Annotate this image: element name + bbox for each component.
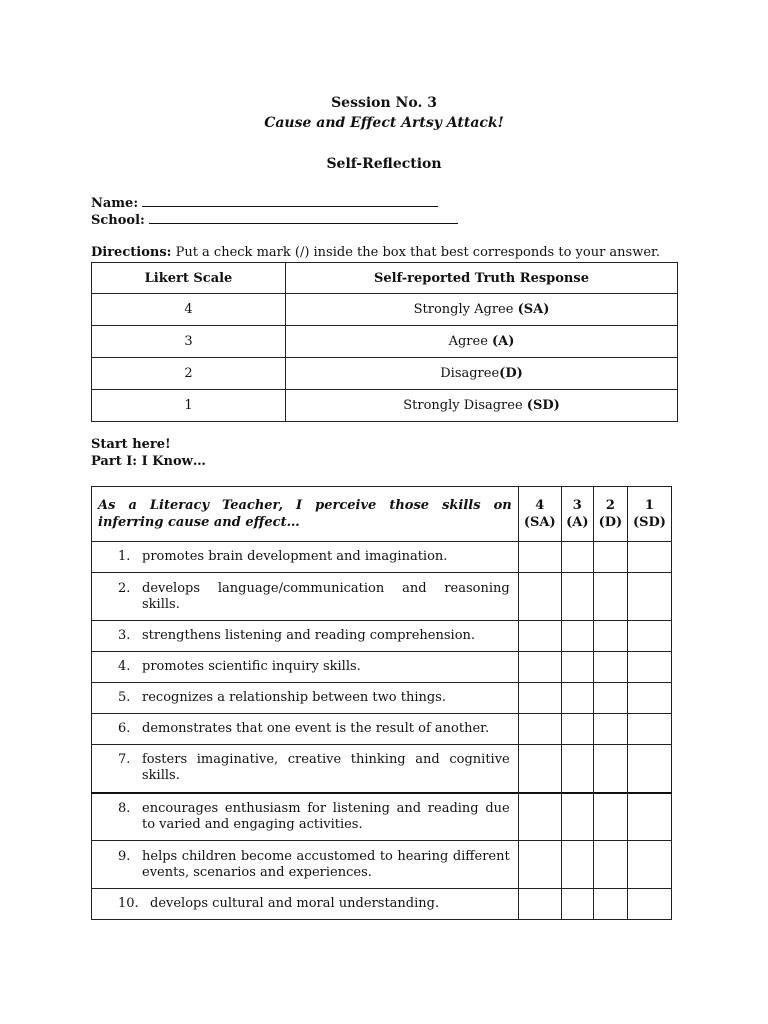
item-text: develops cultural and moral understanding. bbox=[150, 896, 440, 911]
session-number: Session No. 3 bbox=[331, 95, 437, 111]
item-text: develops language/communication and reasoning skills. bbox=[142, 580, 510, 612]
survey-header-row bbox=[92, 487, 672, 542]
item-number: 10. bbox=[118, 896, 139, 911]
checkbox-d[interactable] bbox=[593, 889, 627, 920]
item-number: 7. bbox=[118, 752, 131, 768]
item-text: promotes scientific inquiry skills. bbox=[142, 659, 361, 674]
checkbox-a[interactable] bbox=[561, 793, 593, 841]
scale-abbr: (A) bbox=[566, 515, 589, 530]
survey-item-row bbox=[92, 793, 672, 841]
survey-item bbox=[92, 889, 519, 920]
start-here-label: Start here! bbox=[91, 437, 171, 452]
survey-item bbox=[92, 542, 519, 573]
start-section bbox=[91, 436, 206, 470]
item-number: 3. bbox=[118, 628, 131, 643]
checkbox-sd[interactable] bbox=[627, 683, 671, 714]
survey-item-row bbox=[92, 683, 672, 714]
likert-response-text: Strongly Agree bbox=[413, 302, 518, 317]
directions-label: Directions: bbox=[91, 245, 172, 260]
part-one-heading: Part I: I Know… bbox=[91, 454, 206, 469]
checkbox-sa[interactable] bbox=[518, 683, 561, 714]
checkbox-sd[interactable] bbox=[627, 714, 671, 745]
scale-number: 2 bbox=[605, 498, 615, 513]
likert-response bbox=[286, 390, 678, 422]
item-number: 4. bbox=[118, 659, 131, 674]
checkbox-sd[interactable] bbox=[627, 621, 671, 652]
survey-item-row bbox=[92, 621, 672, 652]
scale-number: 1 bbox=[644, 498, 654, 513]
survey-prompt: As a Literacy Teacher, I perceive those skills on inferring cause and effect… bbox=[92, 487, 519, 542]
survey-item bbox=[92, 652, 519, 683]
survey-item-row bbox=[92, 573, 672, 621]
checkbox-sd[interactable] bbox=[627, 745, 671, 793]
survey-item bbox=[92, 621, 519, 652]
item-text: helps children become accustomed to hearing different events, scenarios and experiences. bbox=[142, 848, 510, 880]
checkbox-a[interactable] bbox=[561, 683, 593, 714]
scale-header-a bbox=[561, 487, 593, 542]
checkbox-a[interactable] bbox=[561, 621, 593, 652]
survey-item bbox=[92, 841, 519, 889]
scale-header-sd bbox=[627, 487, 671, 542]
scale-abbr: (SD) bbox=[632, 515, 666, 530]
school-label: School: bbox=[91, 213, 145, 228]
likert-scale-value: 2 bbox=[92, 358, 286, 390]
likert-row bbox=[92, 326, 678, 358]
survey-item bbox=[92, 714, 519, 745]
checkbox-sd[interactable] bbox=[627, 573, 671, 621]
item-text: fosters imaginative, creative thinking and cognitive skills. bbox=[142, 752, 510, 784]
checkbox-d[interactable] bbox=[593, 714, 627, 745]
item-text: recognizes a relationship between two things. bbox=[142, 690, 446, 705]
likert-scale-value: 3 bbox=[92, 326, 286, 358]
name-input-line[interactable] bbox=[142, 195, 438, 207]
likert-response-abbr: (SD) bbox=[526, 398, 560, 413]
checkbox-sa[interactable] bbox=[518, 573, 561, 621]
item-text: encourages enthusiasm for listening and reading due to varied and engaging activities. bbox=[142, 800, 510, 832]
checkbox-a[interactable] bbox=[561, 714, 593, 745]
checkbox-sd[interactable] bbox=[627, 793, 671, 841]
likert-row bbox=[92, 390, 678, 422]
scale-abbr: (D) bbox=[598, 515, 623, 530]
checkbox-sa[interactable] bbox=[518, 793, 561, 841]
survey-item-row bbox=[92, 542, 672, 573]
checkbox-a[interactable] bbox=[561, 745, 593, 793]
likert-response-abbr: (A) bbox=[492, 334, 515, 349]
likert-response bbox=[286, 326, 678, 358]
checkbox-sa[interactable] bbox=[518, 841, 561, 889]
checkbox-d[interactable] bbox=[593, 841, 627, 889]
scale-header-sa bbox=[518, 487, 561, 542]
checkbox-sd[interactable] bbox=[627, 889, 671, 920]
likert-scale-header: Likert Scale bbox=[92, 263, 286, 294]
checkbox-sd[interactable] bbox=[627, 652, 671, 683]
item-number: 5. bbox=[118, 690, 131, 705]
checkbox-sa[interactable] bbox=[518, 621, 561, 652]
survey-item-row bbox=[92, 841, 672, 889]
checkbox-sa[interactable] bbox=[518, 745, 561, 793]
likert-response-text: Strongly Disagree bbox=[403, 398, 527, 413]
checkbox-d[interactable] bbox=[593, 745, 627, 793]
item-number: 2. bbox=[118, 580, 131, 596]
survey-item-row bbox=[92, 652, 672, 683]
scale-abbr: (SA) bbox=[523, 515, 556, 530]
checkbox-d[interactable] bbox=[593, 652, 627, 683]
directions-text: Put a check mark (/) inside the box that best corresponds to your answer. bbox=[171, 245, 660, 260]
item-number: 9. bbox=[118, 848, 131, 864]
item-text: strengthens listening and reading comprehension. bbox=[142, 628, 476, 643]
session-subtitle: Cause and Effect Artsy Attack! bbox=[264, 115, 504, 131]
checkbox-a[interactable] bbox=[561, 573, 593, 621]
likert-row bbox=[92, 294, 678, 326]
scale-number: 4 bbox=[535, 498, 545, 513]
checkbox-sa[interactable] bbox=[518, 714, 561, 745]
checkbox-a[interactable] bbox=[561, 542, 593, 573]
self-reflection-table bbox=[91, 486, 672, 920]
item-number: 1. bbox=[118, 549, 131, 564]
survey-item bbox=[92, 683, 519, 714]
survey-item bbox=[92, 793, 519, 841]
checkbox-d[interactable] bbox=[593, 683, 627, 714]
likert-scale-table bbox=[91, 262, 678, 422]
item-number: 6. bbox=[118, 721, 131, 736]
item-text: promotes brain development and imagination. bbox=[142, 549, 448, 564]
likert-scale-value: 1 bbox=[92, 390, 286, 422]
likert-row bbox=[92, 358, 678, 390]
checkbox-sa[interactable] bbox=[518, 652, 561, 683]
truth-response-header: Self-reported Truth Response bbox=[286, 263, 678, 294]
likert-header-row bbox=[92, 263, 678, 294]
item-text: demonstrates that one event is the result of another. bbox=[142, 721, 490, 736]
checkbox-d[interactable] bbox=[593, 542, 627, 573]
survey-item bbox=[92, 573, 519, 621]
checkbox-sd[interactable] bbox=[627, 542, 671, 573]
survey-item-row bbox=[92, 745, 672, 793]
checkbox-sa[interactable] bbox=[518, 889, 561, 920]
checkbox-sa[interactable] bbox=[518, 542, 561, 573]
likert-response-text: Agree bbox=[448, 334, 493, 349]
likert-response-text: Disagree bbox=[440, 366, 500, 381]
checkbox-sd[interactable] bbox=[627, 841, 671, 889]
checkbox-a[interactable] bbox=[561, 652, 593, 683]
likert-response-abbr: (SA) bbox=[517, 302, 550, 317]
likert-response bbox=[286, 294, 678, 326]
checkbox-a[interactable] bbox=[561, 889, 593, 920]
scale-header-d bbox=[593, 487, 627, 542]
item-number: 8. bbox=[118, 800, 131, 816]
school-field bbox=[91, 212, 458, 228]
checkbox-d[interactable] bbox=[593, 621, 627, 652]
name-label: Name: bbox=[91, 196, 139, 211]
directions bbox=[91, 245, 660, 260]
checkbox-a[interactable] bbox=[561, 841, 593, 889]
section-title: Self-Reflection bbox=[326, 156, 442, 172]
checkbox-d[interactable] bbox=[593, 793, 627, 841]
likert-scale-value: 4 bbox=[92, 294, 286, 326]
checkbox-d[interactable] bbox=[593, 573, 627, 621]
scale-number: 3 bbox=[572, 498, 582, 513]
survey-item bbox=[92, 745, 519, 793]
likert-response bbox=[286, 358, 678, 390]
name-field bbox=[91, 195, 438, 211]
survey-item-row bbox=[92, 889, 672, 920]
survey-item-row bbox=[92, 714, 672, 745]
school-input-line[interactable] bbox=[149, 212, 458, 224]
likert-response-abbr: (D) bbox=[499, 366, 523, 381]
